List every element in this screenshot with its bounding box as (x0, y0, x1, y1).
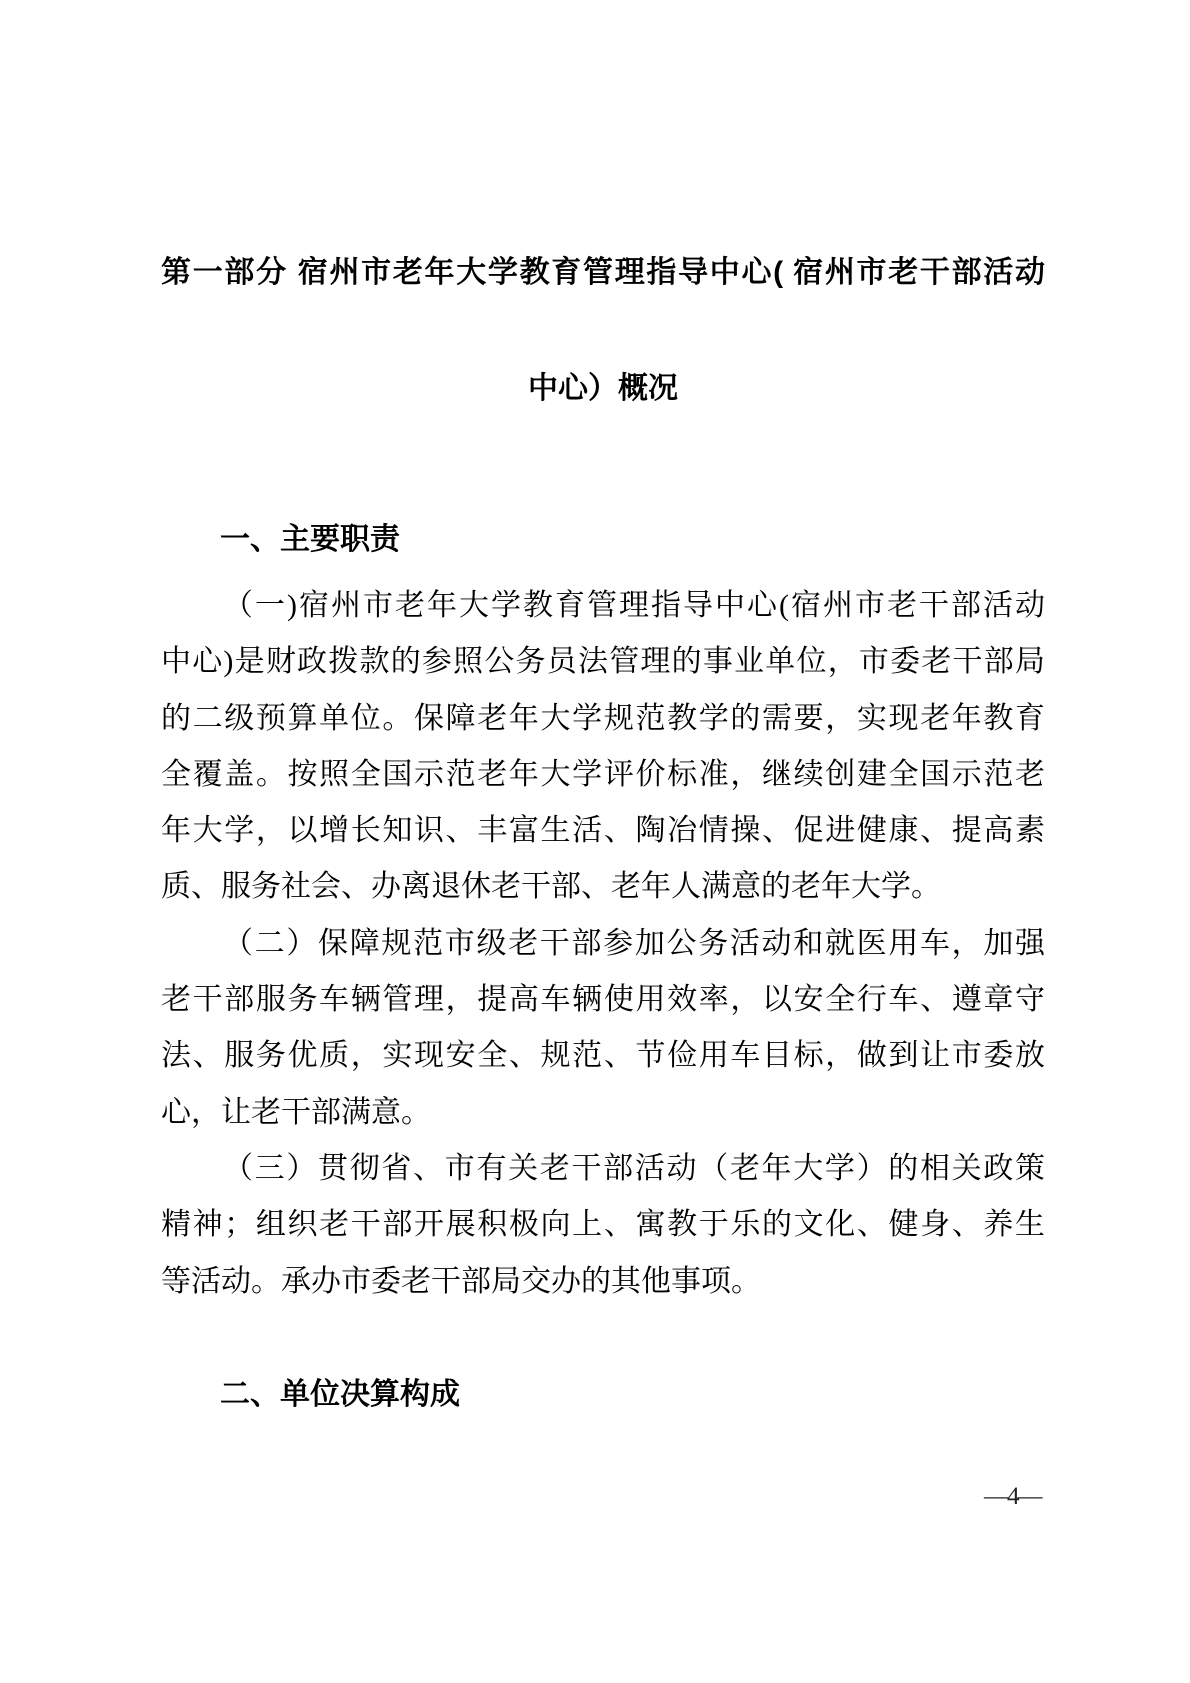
paragraph-1-line: 年大学，以增长知识、丰富生活、陶冶情操、促进健康、提高素 (161, 814, 1045, 848)
paragraph-2-line: 心，让老干部满意。 (161, 1095, 431, 1129)
paragraph-1-line: 全覆盖。按照全国示范老年大学评价标准，继续创建全国示范老 (161, 757, 1045, 791)
paragraph-2-line: 老干部服务车辆管理，提高车辆使用效率，以安全行车、遵章守 (161, 983, 1045, 1017)
paragraph-1-line: 中心)是财政拨款的参照公务员法管理的事业单位，市委老干部局 (161, 645, 1045, 679)
body-text (161, 578, 1045, 1310)
paragraph-1-line: （一)宿州市老年大学教育管理指导中心(宿州市老干部活动 (223, 589, 1045, 622)
section-heading-main-duties: 一、主要职责 (220, 523, 400, 556)
paragraph-3-line: 等活动。承办市委老干部局交办的其他事项。 (161, 1264, 761, 1298)
paragraph-3-line: （三）贯彻省、市有关老干部活动（老年大学）的相关政策 (223, 1151, 1045, 1185)
paragraph-1-line: 的二级预算单位。保障老年大学规范教学的需要，实现老年教育 (161, 701, 1045, 735)
paragraph-2-line: （二）保障规范市级老干部参加公务活动和就医用车，加强 (223, 926, 1045, 960)
paragraph-2-line: 法、服务优质，实现安全、规范、节俭用车目标，做到让市委放 (161, 1039, 1045, 1073)
page-title-line-2: 中心）概况 (528, 372, 678, 405)
page-number: —4— (984, 1483, 1041, 1510)
paragraph-3-line: 精神；组织老干部开展积极向上、寓教于乐的文化、健身、养生 (161, 1208, 1045, 1242)
paragraph-1-line: 质、服务社会、办离退休老干部、老年人满意的老年大学。 (161, 870, 941, 904)
section-heading-budget-composition: 二、单位决算构成 (220, 1378, 460, 1411)
page-title-line-1: 第一部分 宿州市老年大学教育管理指导中心( 宿州市老干部活动 (161, 256, 1045, 289)
